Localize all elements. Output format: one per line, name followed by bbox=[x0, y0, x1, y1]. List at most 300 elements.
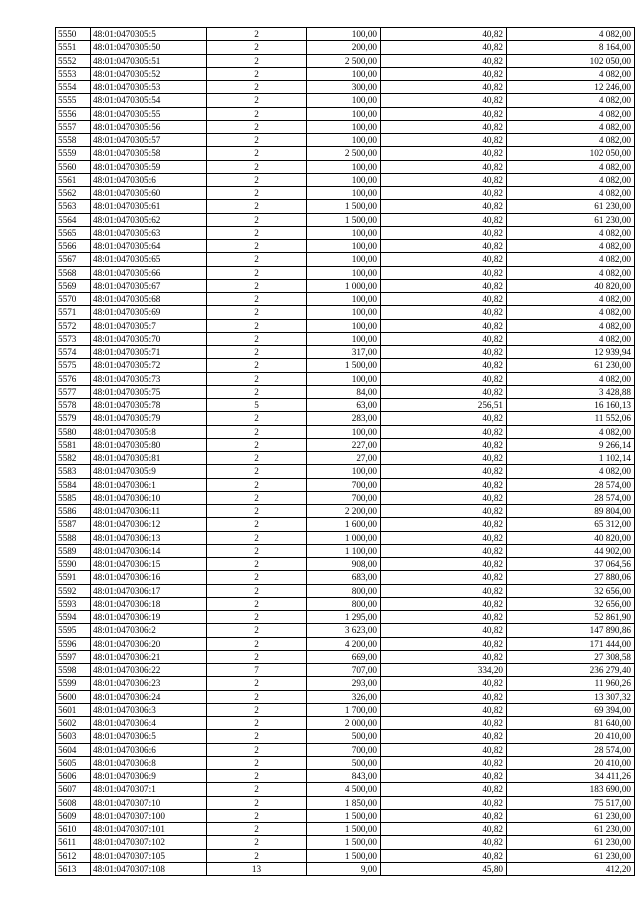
table-row bbox=[56, 637, 635, 650]
table-row bbox=[56, 836, 635, 849]
value-cell: 32 656,00 bbox=[507, 584, 635, 597]
rate-cell: 40,82 bbox=[381, 531, 507, 544]
row-number-cell: 5584 bbox=[56, 478, 91, 491]
area-cell: 9,00 bbox=[307, 862, 381, 875]
row-number-cell: 5597 bbox=[56, 650, 91, 663]
row-number-cell: 5577 bbox=[56, 385, 91, 398]
category-cell: 2 bbox=[207, 690, 307, 703]
row-number-cell: 5564 bbox=[56, 213, 91, 226]
row-number-cell: 5556 bbox=[56, 107, 91, 120]
cadastral-number-cell: 48:01:0470305:66 bbox=[91, 266, 207, 279]
area-cell: 700,00 bbox=[307, 478, 381, 491]
value-cell: 11 552,06 bbox=[507, 412, 635, 425]
cadastral-number-cell: 48:01:0470306:13 bbox=[91, 531, 207, 544]
cadastral-number-cell: 48:01:0470307:105 bbox=[91, 849, 207, 862]
value-cell: 147 890,86 bbox=[507, 624, 635, 637]
row-number-cell: 5552 bbox=[56, 54, 91, 67]
area-cell: 100,00 bbox=[307, 240, 381, 253]
value-cell: 4 082,00 bbox=[507, 293, 635, 306]
table-row bbox=[56, 823, 635, 836]
category-cell: 2 bbox=[207, 637, 307, 650]
row-number-cell: 5592 bbox=[56, 584, 91, 597]
rate-cell: 40,82 bbox=[381, 226, 507, 239]
rate-cell: 40,82 bbox=[381, 425, 507, 438]
table-row bbox=[56, 611, 635, 624]
area-cell: 800,00 bbox=[307, 584, 381, 597]
value-cell: 4 082,00 bbox=[507, 160, 635, 173]
area-cell: 1 600,00 bbox=[307, 518, 381, 531]
cadastral-number-cell: 48:01:0470305:68 bbox=[91, 293, 207, 306]
area-cell: 100,00 bbox=[307, 67, 381, 80]
area-cell: 100,00 bbox=[307, 173, 381, 186]
cadastral-number-cell: 48:01:0470305:7 bbox=[91, 319, 207, 332]
value-cell: 34 411,26 bbox=[507, 770, 635, 783]
category-cell: 2 bbox=[207, 134, 307, 147]
row-number-cell: 5559 bbox=[56, 147, 91, 160]
cadastral-number-cell: 48:01:0470307:1 bbox=[91, 783, 207, 796]
row-number-cell: 5598 bbox=[56, 664, 91, 677]
category-cell: 2 bbox=[207, 226, 307, 239]
row-number-cell: 5611 bbox=[56, 836, 91, 849]
category-cell: 2 bbox=[207, 438, 307, 451]
cadastral-number-cell: 48:01:0470306:20 bbox=[91, 637, 207, 650]
rate-cell: 40,82 bbox=[381, 491, 507, 504]
row-number-cell: 5613 bbox=[56, 862, 91, 875]
table-row bbox=[56, 505, 635, 518]
area-cell: 1 500,00 bbox=[307, 823, 381, 836]
category-cell: 2 bbox=[207, 94, 307, 107]
value-cell: 28 574,00 bbox=[507, 491, 635, 504]
value-cell: 4 082,00 bbox=[507, 107, 635, 120]
cadastral-number-cell: 48:01:0470305:67 bbox=[91, 279, 207, 292]
value-cell: 16 160,13 bbox=[507, 399, 635, 412]
category-cell: 2 bbox=[207, 240, 307, 253]
row-number-cell: 5572 bbox=[56, 319, 91, 332]
category-cell: 2 bbox=[207, 306, 307, 319]
table-row bbox=[56, 160, 635, 173]
cadastral-number-cell: 48:01:0470305:5 bbox=[91, 28, 207, 41]
table-row bbox=[56, 187, 635, 200]
rate-cell: 40,82 bbox=[381, 611, 507, 624]
table-row bbox=[56, 584, 635, 597]
area-cell: 1 295,00 bbox=[307, 611, 381, 624]
rate-cell: 40,82 bbox=[381, 452, 507, 465]
area-cell: 300,00 bbox=[307, 81, 381, 94]
row-number-cell: 5586 bbox=[56, 505, 91, 518]
cadastral-number-cell: 48:01:0470307:10 bbox=[91, 796, 207, 809]
category-cell: 2 bbox=[207, 505, 307, 518]
area-cell: 227,00 bbox=[307, 438, 381, 451]
value-cell: 4 082,00 bbox=[507, 134, 635, 147]
value-cell: 75 517,00 bbox=[507, 796, 635, 809]
area-cell: 800,00 bbox=[307, 597, 381, 610]
value-cell: 61 230,00 bbox=[507, 200, 635, 213]
table-row bbox=[56, 703, 635, 716]
row-number-cell: 5561 bbox=[56, 173, 91, 186]
rate-cell: 40,82 bbox=[381, 28, 507, 41]
table-row bbox=[56, 306, 635, 319]
area-cell: 100,00 bbox=[307, 226, 381, 239]
value-cell: 4 082,00 bbox=[507, 226, 635, 239]
area-cell: 4 200,00 bbox=[307, 637, 381, 650]
table-row bbox=[56, 253, 635, 266]
cadastral-number-cell: 48:01:0470307:102 bbox=[91, 836, 207, 849]
value-cell: 4 082,00 bbox=[507, 465, 635, 478]
table-row bbox=[56, 332, 635, 345]
value-cell: 4 082,00 bbox=[507, 253, 635, 266]
area-cell: 669,00 bbox=[307, 650, 381, 663]
table-row bbox=[56, 120, 635, 133]
value-cell: 4 082,00 bbox=[507, 67, 635, 80]
area-cell: 1 500,00 bbox=[307, 809, 381, 822]
rate-cell: 40,82 bbox=[381, 465, 507, 478]
category-cell: 2 bbox=[207, 770, 307, 783]
area-cell: 27,00 bbox=[307, 452, 381, 465]
area-cell: 317,00 bbox=[307, 346, 381, 359]
table-row bbox=[56, 730, 635, 743]
table-row bbox=[56, 717, 635, 730]
area-cell: 1 850,00 bbox=[307, 796, 381, 809]
category-cell: 7 bbox=[207, 664, 307, 677]
area-cell: 200,00 bbox=[307, 41, 381, 54]
table-row bbox=[56, 226, 635, 239]
category-cell: 2 bbox=[207, 200, 307, 213]
table-row bbox=[56, 319, 635, 332]
category-cell: 5 bbox=[207, 399, 307, 412]
cadastral-number-cell: 48:01:0470305:59 bbox=[91, 160, 207, 173]
cadastral-number-cell: 48:01:0470306:3 bbox=[91, 703, 207, 716]
value-cell: 61 230,00 bbox=[507, 213, 635, 226]
cadastral-number-cell: 48:01:0470305:69 bbox=[91, 306, 207, 319]
data-table bbox=[55, 27, 635, 876]
row-number-cell: 5551 bbox=[56, 41, 91, 54]
cadastral-number-cell: 48:01:0470305:78 bbox=[91, 399, 207, 412]
category-cell: 2 bbox=[207, 359, 307, 372]
rate-cell: 40,82 bbox=[381, 120, 507, 133]
area-cell: 500,00 bbox=[307, 756, 381, 769]
table-row bbox=[56, 173, 635, 186]
rate-cell: 40,82 bbox=[381, 558, 507, 571]
value-cell: 40 820,00 bbox=[507, 279, 635, 292]
table-row bbox=[56, 213, 635, 226]
value-cell: 69 394,00 bbox=[507, 703, 635, 716]
table-row bbox=[56, 147, 635, 160]
category-cell: 2 bbox=[207, 67, 307, 80]
value-cell: 4 082,00 bbox=[507, 319, 635, 332]
category-cell: 13 bbox=[207, 862, 307, 875]
area-cell: 283,00 bbox=[307, 412, 381, 425]
rate-cell: 40,82 bbox=[381, 213, 507, 226]
category-cell: 2 bbox=[207, 385, 307, 398]
area-cell: 1 500,00 bbox=[307, 200, 381, 213]
rate-cell: 40,82 bbox=[381, 505, 507, 518]
cadastral-number-cell: 48:01:0470305:63 bbox=[91, 226, 207, 239]
value-cell: 9 266,14 bbox=[507, 438, 635, 451]
area-cell: 908,00 bbox=[307, 558, 381, 571]
cadastral-number-cell: 48:01:0470307:101 bbox=[91, 823, 207, 836]
value-cell: 20 410,00 bbox=[507, 756, 635, 769]
row-number-cell: 5591 bbox=[56, 571, 91, 584]
area-cell: 100,00 bbox=[307, 332, 381, 345]
area-cell: 100,00 bbox=[307, 160, 381, 173]
rate-cell: 40,82 bbox=[381, 372, 507, 385]
row-number-cell: 5550 bbox=[56, 28, 91, 41]
row-number-cell: 5569 bbox=[56, 279, 91, 292]
area-cell: 100,00 bbox=[307, 120, 381, 133]
area-cell: 100,00 bbox=[307, 372, 381, 385]
area-cell: 4 500,00 bbox=[307, 783, 381, 796]
rate-cell: 40,82 bbox=[381, 54, 507, 67]
row-number-cell: 5608 bbox=[56, 796, 91, 809]
category-cell: 2 bbox=[207, 465, 307, 478]
table-row bbox=[56, 452, 635, 465]
cadastral-number-cell: 48:01:0470306:4 bbox=[91, 717, 207, 730]
value-cell: 4 082,00 bbox=[507, 28, 635, 41]
rate-cell: 40,82 bbox=[381, 266, 507, 279]
cadastral-number-cell: 48:01:0470306:16 bbox=[91, 571, 207, 584]
table-row bbox=[56, 200, 635, 213]
table-row bbox=[56, 491, 635, 504]
table-row bbox=[56, 756, 635, 769]
rate-cell: 40,82 bbox=[381, 836, 507, 849]
table-row bbox=[56, 438, 635, 451]
table-row bbox=[56, 346, 635, 359]
value-cell: 4 082,00 bbox=[507, 372, 635, 385]
cadastral-number-cell: 48:01:0470306:11 bbox=[91, 505, 207, 518]
cadastral-number-cell: 48:01:0470306:1 bbox=[91, 478, 207, 491]
row-number-cell: 5585 bbox=[56, 491, 91, 504]
table-row bbox=[56, 558, 635, 571]
row-number-cell: 5604 bbox=[56, 743, 91, 756]
cadastral-number-cell: 48:01:0470305:9 bbox=[91, 465, 207, 478]
area-cell: 843,00 bbox=[307, 770, 381, 783]
table-row bbox=[56, 862, 635, 875]
cadastral-number-cell: 48:01:0470305:75 bbox=[91, 385, 207, 398]
category-cell: 2 bbox=[207, 783, 307, 796]
cadastral-number-cell: 48:01:0470305:8 bbox=[91, 425, 207, 438]
table-row bbox=[56, 41, 635, 54]
category-cell: 2 bbox=[207, 266, 307, 279]
value-cell: 61 230,00 bbox=[507, 836, 635, 849]
category-cell: 2 bbox=[207, 624, 307, 637]
table-row bbox=[56, 266, 635, 279]
rate-cell: 40,82 bbox=[381, 173, 507, 186]
cadastral-number-cell: 48:01:0470305:6 bbox=[91, 173, 207, 186]
table-row bbox=[56, 385, 635, 398]
rate-cell: 40,82 bbox=[381, 306, 507, 319]
cadastral-number-cell: 48:01:0470305:58 bbox=[91, 147, 207, 160]
area-cell: 1 700,00 bbox=[307, 703, 381, 716]
category-cell: 2 bbox=[207, 279, 307, 292]
category-cell: 2 bbox=[207, 452, 307, 465]
value-cell: 27 308,58 bbox=[507, 650, 635, 663]
row-number-cell: 5590 bbox=[56, 558, 91, 571]
area-cell: 2 500,00 bbox=[307, 54, 381, 67]
row-number-cell: 5603 bbox=[56, 730, 91, 743]
rate-cell: 40,82 bbox=[381, 544, 507, 557]
category-cell: 2 bbox=[207, 372, 307, 385]
rate-cell: 40,82 bbox=[381, 319, 507, 332]
rate-cell: 40,82 bbox=[381, 849, 507, 862]
category-cell: 2 bbox=[207, 597, 307, 610]
category-cell: 2 bbox=[207, 849, 307, 862]
row-number-cell: 5553 bbox=[56, 67, 91, 80]
area-cell: 1 500,00 bbox=[307, 359, 381, 372]
rate-cell: 40,82 bbox=[381, 134, 507, 147]
rate-cell: 40,82 bbox=[381, 518, 507, 531]
row-number-cell: 5582 bbox=[56, 452, 91, 465]
cadastral-number-cell: 48:01:0470307:108 bbox=[91, 862, 207, 875]
row-number-cell: 5593 bbox=[56, 597, 91, 610]
row-number-cell: 5567 bbox=[56, 253, 91, 266]
value-cell: 4 082,00 bbox=[507, 94, 635, 107]
area-cell: 2 200,00 bbox=[307, 505, 381, 518]
value-cell: 28 574,00 bbox=[507, 478, 635, 491]
row-number-cell: 5578 bbox=[56, 399, 91, 412]
rate-cell: 40,82 bbox=[381, 67, 507, 80]
cadastral-number-cell: 48:01:0470306:12 bbox=[91, 518, 207, 531]
table-row bbox=[56, 28, 635, 41]
cadastral-number-cell: 48:01:0470306:18 bbox=[91, 597, 207, 610]
row-number-cell: 5576 bbox=[56, 372, 91, 385]
table-row bbox=[56, 359, 635, 372]
area-cell: 100,00 bbox=[307, 107, 381, 120]
rate-cell: 40,82 bbox=[381, 823, 507, 836]
cadastral-number-cell: 48:01:0470306:15 bbox=[91, 558, 207, 571]
cadastral-number-cell: 48:01:0470305:81 bbox=[91, 452, 207, 465]
cadastral-number-cell: 48:01:0470306:6 bbox=[91, 743, 207, 756]
category-cell: 2 bbox=[207, 611, 307, 624]
category-cell: 2 bbox=[207, 147, 307, 160]
value-cell: 89 804,00 bbox=[507, 505, 635, 518]
cadastral-number-cell: 48:01:0470305:62 bbox=[91, 213, 207, 226]
cadastral-number-cell: 48:01:0470305:64 bbox=[91, 240, 207, 253]
category-cell: 2 bbox=[207, 28, 307, 41]
value-cell: 52 861,90 bbox=[507, 611, 635, 624]
rate-cell: 40,82 bbox=[381, 783, 507, 796]
area-cell: 2 500,00 bbox=[307, 147, 381, 160]
rate-cell: 40,82 bbox=[381, 107, 507, 120]
value-cell: 183 690,00 bbox=[507, 783, 635, 796]
value-cell: 44 902,00 bbox=[507, 544, 635, 557]
area-cell: 100,00 bbox=[307, 319, 381, 332]
area-cell: 293,00 bbox=[307, 677, 381, 690]
area-cell: 700,00 bbox=[307, 491, 381, 504]
value-cell: 412,20 bbox=[507, 862, 635, 875]
value-cell: 4 082,00 bbox=[507, 306, 635, 319]
cadastral-number-cell: 48:01:0470306:21 bbox=[91, 650, 207, 663]
cadastral-number-cell: 48:01:0470306:24 bbox=[91, 690, 207, 703]
row-number-cell: 5594 bbox=[56, 611, 91, 624]
value-cell: 61 230,00 bbox=[507, 809, 635, 822]
rate-cell: 45,80 bbox=[381, 862, 507, 875]
value-cell: 61 230,00 bbox=[507, 823, 635, 836]
rate-cell: 40,82 bbox=[381, 332, 507, 345]
category-cell: 2 bbox=[207, 319, 307, 332]
area-cell: 1 500,00 bbox=[307, 849, 381, 862]
row-number-cell: 5599 bbox=[56, 677, 91, 690]
table-row bbox=[56, 597, 635, 610]
area-cell: 1 500,00 bbox=[307, 213, 381, 226]
row-number-cell: 5557 bbox=[56, 120, 91, 133]
table-row bbox=[56, 809, 635, 822]
rate-cell: 40,82 bbox=[381, 94, 507, 107]
table-row bbox=[56, 677, 635, 690]
cadastral-number-cell: 48:01:0470306:8 bbox=[91, 756, 207, 769]
area-cell: 100,00 bbox=[307, 306, 381, 319]
table-row bbox=[56, 293, 635, 306]
cadastral-number-cell: 48:01:0470305:79 bbox=[91, 412, 207, 425]
area-cell: 100,00 bbox=[307, 187, 381, 200]
table-row bbox=[56, 54, 635, 67]
value-cell: 61 230,00 bbox=[507, 849, 635, 862]
value-cell: 4 082,00 bbox=[507, 120, 635, 133]
row-number-cell: 5583 bbox=[56, 465, 91, 478]
value-cell: 8 164,00 bbox=[507, 41, 635, 54]
cadastral-number-cell: 48:01:0470305:65 bbox=[91, 253, 207, 266]
area-cell: 100,00 bbox=[307, 253, 381, 266]
cadastral-number-cell: 48:01:0470305:72 bbox=[91, 359, 207, 372]
table-row bbox=[56, 412, 635, 425]
value-cell: 171 444,00 bbox=[507, 637, 635, 650]
rate-cell: 40,82 bbox=[381, 796, 507, 809]
rate-cell: 40,82 bbox=[381, 756, 507, 769]
value-cell: 102 050,00 bbox=[507, 147, 635, 160]
value-cell: 4 082,00 bbox=[507, 425, 635, 438]
cadastral-number-cell: 48:01:0470306:19 bbox=[91, 611, 207, 624]
table-row bbox=[56, 425, 635, 438]
row-number-cell: 5575 bbox=[56, 359, 91, 372]
rate-cell: 40,82 bbox=[381, 81, 507, 94]
row-number-cell: 5570 bbox=[56, 293, 91, 306]
area-cell: 1 500,00 bbox=[307, 836, 381, 849]
rate-cell: 40,82 bbox=[381, 717, 507, 730]
rate-cell: 40,82 bbox=[381, 240, 507, 253]
table-body bbox=[56, 28, 635, 876]
row-number-cell: 5610 bbox=[56, 823, 91, 836]
category-cell: 2 bbox=[207, 187, 307, 200]
area-cell: 2 000,00 bbox=[307, 717, 381, 730]
area-cell: 683,00 bbox=[307, 571, 381, 584]
category-cell: 2 bbox=[207, 677, 307, 690]
cadastral-number-cell: 48:01:0470306:17 bbox=[91, 584, 207, 597]
area-cell: 100,00 bbox=[307, 266, 381, 279]
value-cell: 27 880,06 bbox=[507, 571, 635, 584]
category-cell: 2 bbox=[207, 107, 307, 120]
table-row bbox=[56, 796, 635, 809]
value-cell: 4 082,00 bbox=[507, 173, 635, 186]
category-cell: 2 bbox=[207, 120, 307, 133]
row-number-cell: 5560 bbox=[56, 160, 91, 173]
cadastral-number-cell: 48:01:0470306:2 bbox=[91, 624, 207, 637]
row-number-cell: 5566 bbox=[56, 240, 91, 253]
table-row bbox=[56, 107, 635, 120]
category-cell: 2 bbox=[207, 703, 307, 716]
rate-cell: 40,82 bbox=[381, 677, 507, 690]
category-cell: 2 bbox=[207, 743, 307, 756]
value-cell: 1 102,14 bbox=[507, 452, 635, 465]
value-cell: 12 246,00 bbox=[507, 81, 635, 94]
table-row bbox=[56, 690, 635, 703]
rate-cell: 40,82 bbox=[381, 770, 507, 783]
category-cell: 2 bbox=[207, 558, 307, 571]
rate-cell: 40,82 bbox=[381, 690, 507, 703]
cadastral-number-cell: 48:01:0470306:9 bbox=[91, 770, 207, 783]
value-cell: 4 082,00 bbox=[507, 240, 635, 253]
rate-cell: 40,82 bbox=[381, 41, 507, 54]
table-row bbox=[56, 94, 635, 107]
row-number-cell: 5612 bbox=[56, 849, 91, 862]
